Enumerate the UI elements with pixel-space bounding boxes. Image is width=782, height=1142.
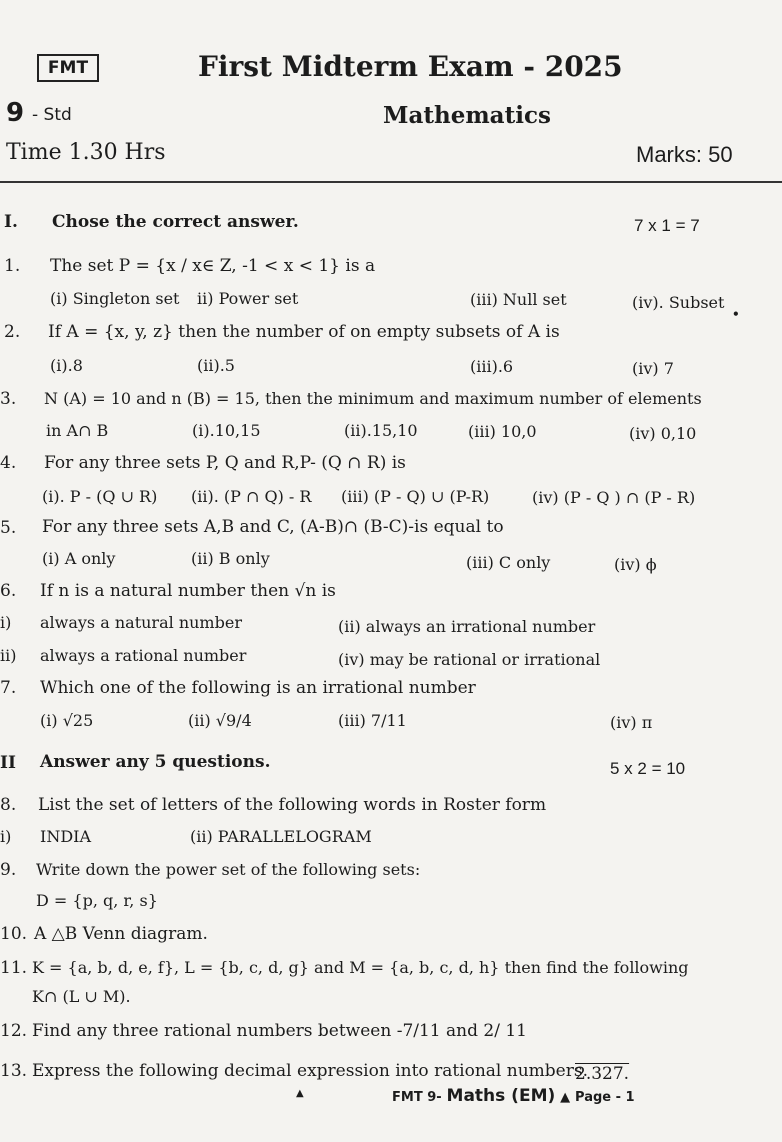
footer-subject: Maths (EM) — [446, 1086, 556, 1106]
question-text: Write down the power set of the following sets: — [36, 860, 421, 879]
footer-prefix: FMT 9- — [392, 1090, 442, 1105]
footer-arrow-icon: ▲ — [560, 1090, 571, 1105]
question-number: 9. — [0, 860, 17, 880]
option-iii: always a rational number — [40, 646, 247, 665]
option-ii: (ii) always an irrational number — [338, 617, 596, 636]
option-i: (i) A only — [42, 549, 116, 568]
total-marks: Marks: 50 — [636, 142, 733, 167]
question-number: 13. — [0, 1061, 28, 1081]
standard-label: - Std — [32, 105, 72, 125]
question-text: If A = {x, y, z} then the number of on empty subsets of A is — [48, 322, 560, 342]
question-text: For any three sets A,B and C, (A-B)∩ (B-C)-is equal to — [42, 517, 504, 537]
option-iii: (iii).6 — [470, 357, 514, 376]
question-number: 4. — [0, 453, 17, 473]
option-number: i) — [0, 613, 12, 632]
option-i: (i). P - (Q ∪ R) — [42, 487, 158, 506]
sub-item-i: INDIA — [40, 827, 92, 846]
section-1-roman: I. — [4, 212, 18, 232]
question-number: 3. — [0, 389, 17, 409]
header-divider — [0, 181, 782, 183]
question-number: 10. — [0, 924, 28, 944]
option-iv: (iv) ϕ — [614, 555, 657, 574]
option-iii: (iii) 7/11 — [338, 711, 407, 730]
question-number: 1. — [4, 256, 21, 276]
option-iii: (iii) C only — [466, 553, 551, 572]
question-number: 7. — [0, 678, 17, 698]
question-text: Find any three rational numbers between -7/11 and 2/ 11 — [32, 1021, 527, 1041]
ink-mark: ▲ — [296, 1088, 304, 1099]
option-ii: (ii) B only — [191, 549, 270, 568]
option-i: always a natural number — [40, 613, 242, 632]
option-ii: (ii) √9/4 — [188, 711, 252, 730]
question-text: N (A) = 10 and n (B) = 15, then the minimum and maximum number of elements — [44, 389, 702, 408]
question-text: If n is a natural number then √n is — [40, 581, 336, 601]
section-1-heading: Chose the correct answer. — [52, 212, 299, 232]
option-i: (i) √25 — [40, 711, 94, 730]
option-i: (i).8 — [50, 356, 83, 375]
section-2-heading: Answer any 5 questions. — [40, 752, 271, 772]
question-number: 6. — [0, 581, 17, 601]
section-2-marks: 5 x 2 = 10 — [610, 759, 686, 778]
option-ii: (ii).5 — [197, 356, 235, 375]
decimal-value: 2.327. — [575, 1064, 630, 1084]
question-number: 5. — [0, 518, 17, 538]
question-text: K = {a, b, d, e, f}, L = {b, c, d, g} and M = {a, b, c, d, h} then find the following — [32, 958, 689, 977]
exam-title: First Midterm Exam - 2025 — [198, 50, 623, 83]
option-iv: (iv) 7 — [632, 359, 674, 378]
option-iv: (iv) π — [610, 713, 653, 732]
option-iv: (iv). Subset — [632, 293, 725, 312]
option-ii: (ii).15,10 — [344, 421, 418, 440]
exam-code-badge: FMT — [37, 54, 99, 82]
question-text-continued: in A∩ B — [46, 421, 109, 440]
option-iv: (iv) 0,10 — [629, 424, 697, 443]
subject-title: Mathematics — [383, 102, 551, 129]
question-text: A △B Venn diagram. — [34, 924, 208, 944]
question-number: 11. — [0, 958, 28, 978]
section-1-marks: 7 x 1 = 7 — [634, 216, 700, 235]
option-iii: (iii) Null set — [470, 290, 567, 309]
question-text-continued: D = {p, q, r, s} — [36, 891, 158, 910]
question-text: For any three sets P, Q and R,P- (Q ∩ R) is — [44, 453, 406, 473]
option-ii: ii) Power set — [197, 289, 299, 308]
question-text: List the set of letters of the following words in Roster form — [38, 795, 547, 815]
option-iii: (iii) (P - Q) ∪ (P-R) — [341, 487, 490, 506]
sub-item-ii: (ii) PARALLELOGRAM — [190, 827, 372, 846]
option-i: (i) Singleton set — [50, 289, 180, 308]
footer-page: Page - 1 — [575, 1090, 635, 1105]
option-iii: (iii) 10,0 — [468, 422, 537, 441]
question-text: The set P = {x / x∈ Z, -1 < x < 1} is a — [50, 256, 376, 276]
time-allowed: Time 1.30 Hrs — [6, 140, 166, 165]
page-footer — [392, 1086, 635, 1106]
option-i: (i).10,15 — [192, 421, 261, 440]
ink-dot: • — [732, 307, 740, 321]
option-iv: (iv) (P - Q ) ∩ (P - R) — [532, 488, 696, 507]
question-text: Express the following decimal expression into rational numbers. — [32, 1061, 588, 1081]
section-2-roman: II — [0, 753, 16, 773]
sub-number: i) — [0, 827, 12, 846]
question-number: 2. — [4, 322, 21, 342]
question-text: Which one of the following is an irrational number — [40, 678, 476, 698]
option-iv: (iv) may be rational or irrational — [338, 650, 601, 669]
question-number: 12. — [0, 1021, 28, 1041]
question-text-continued: K∩ (L ∪ M). — [32, 987, 131, 1006]
question-number: 8. — [0, 795, 17, 815]
option-number: ii) — [0, 646, 17, 665]
option-ii: (ii). (P ∩ Q) - R — [191, 487, 312, 506]
standard-number: 9 — [6, 98, 25, 128]
